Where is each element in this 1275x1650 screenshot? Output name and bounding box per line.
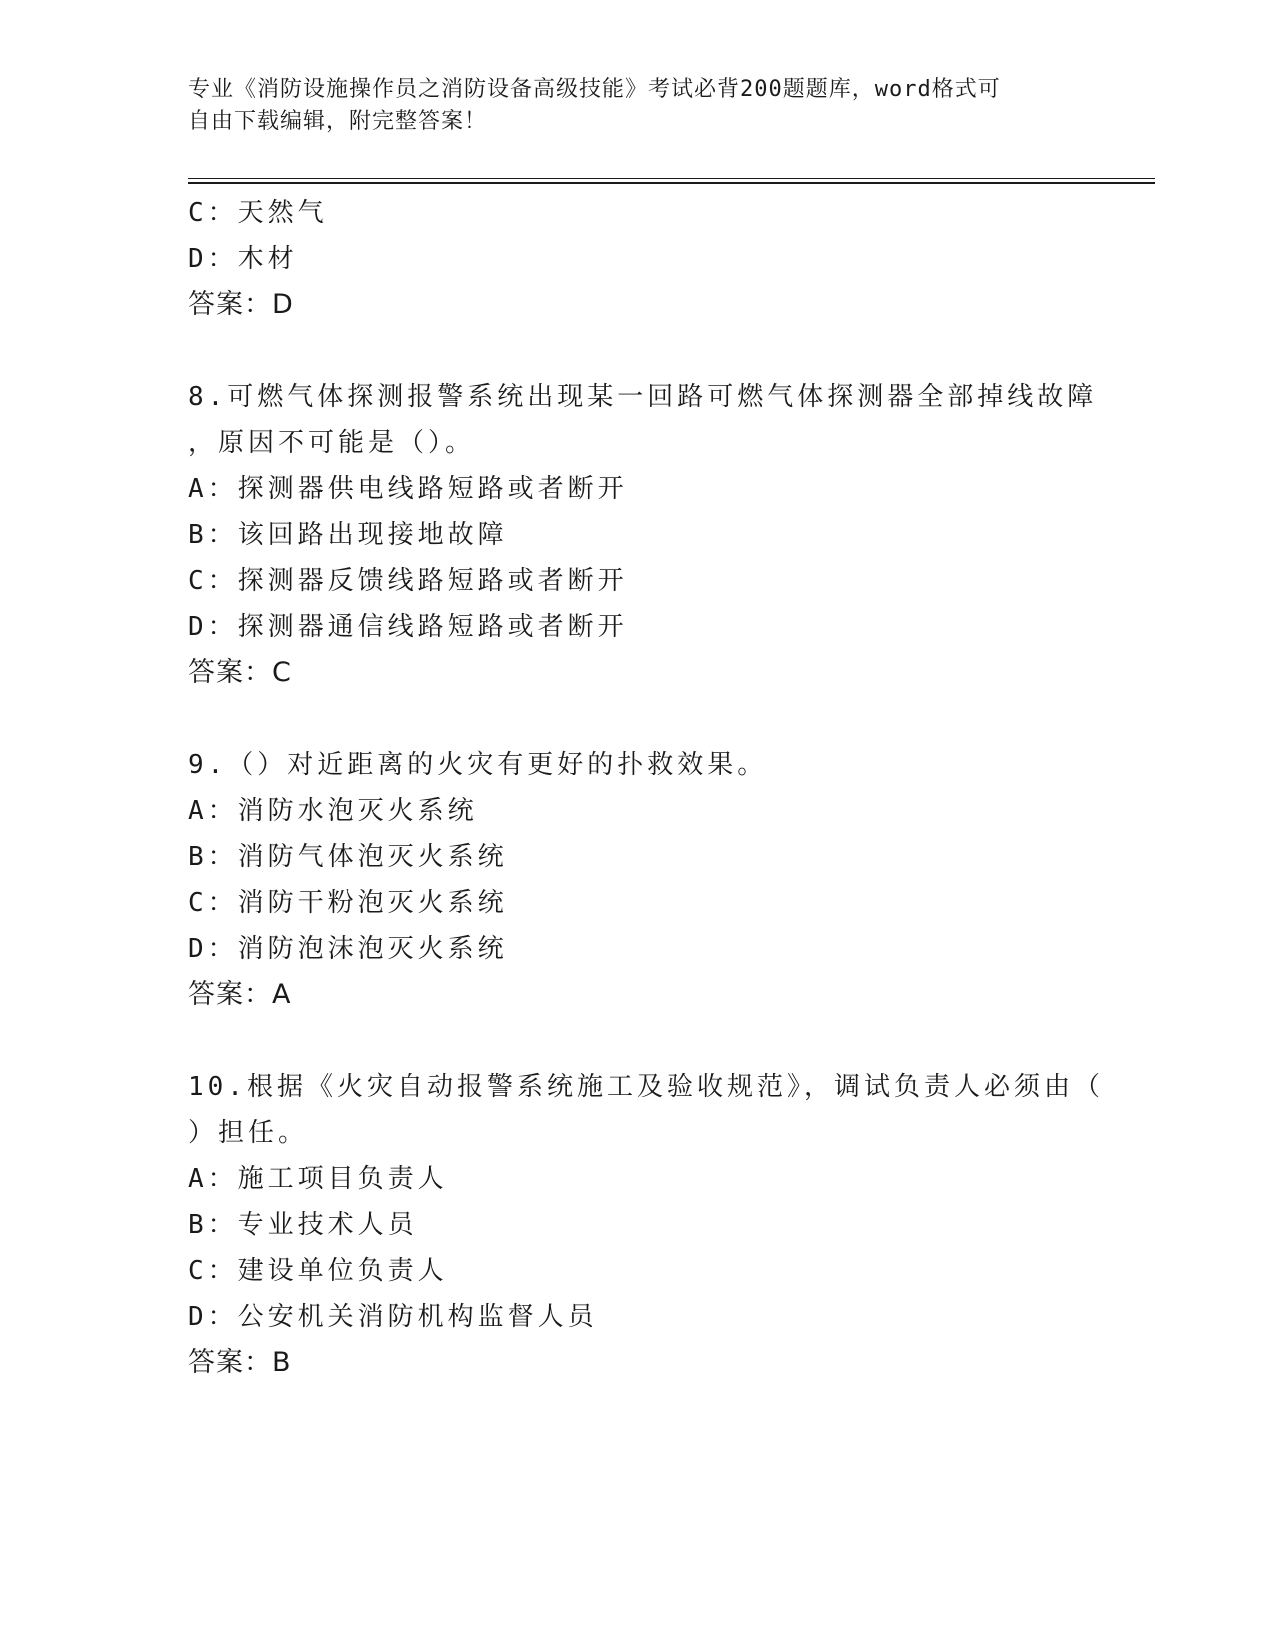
question-list — [188, 190, 1108, 1386]
option-c: C：天然气 — [188, 198, 328, 228]
question-7-tail — [188, 190, 1108, 328]
option-a: A：探测器供电线路短路或者断开 — [188, 474, 628, 504]
header-line-2: 自由下载编辑，附完整答案！ — [188, 109, 488, 134]
question-stem: ，原因不可能是（）。 — [188, 428, 476, 458]
option-c: C：消防干粉泡灭火系统 — [188, 888, 508, 918]
answer: 答案：B — [188, 1347, 292, 1378]
question-stem: ）担任。 — [188, 1118, 309, 1148]
question-10 — [188, 1064, 1108, 1386]
answer: 答案：A — [188, 979, 292, 1010]
option-b: B：专业技术人员 — [188, 1210, 418, 1240]
question-stem: 10.根据《火灾自动报警系统施工及验收规范》，调试负责人必须由（ — [188, 1072, 1104, 1102]
option-c: C：探测器反馈线路短路或者断开 — [188, 566, 628, 596]
question-8 — [188, 374, 1108, 696]
option-a: A：施工项目负责人 — [188, 1164, 448, 1194]
option-d: D：探测器通信线路短路或者断开 — [188, 612, 628, 642]
question-9 — [188, 742, 1108, 1018]
question-stem: 8.可燃气体探测报警系统出现某一回路可燃气体探测器全部掉线故障 — [188, 382, 1098, 412]
answer: 答案：D — [188, 289, 294, 320]
question-stem: 9.（）对近距离的火灾有更好的扑救效果。 — [188, 750, 768, 780]
option-a: A：消防水泡灭火系统 — [188, 796, 478, 826]
option-d: D：木材 — [188, 244, 298, 274]
option-c: C：建设单位负责人 — [188, 1256, 448, 1286]
option-b: B：该回路出现接地故障 — [188, 520, 508, 550]
option-d: D：消防泡沫泡灭火系统 — [188, 934, 508, 964]
header-divider-thick — [188, 182, 1155, 184]
option-d: D：公安机关消防机构监督人员 — [188, 1302, 598, 1332]
header-divider-thin — [188, 178, 1155, 179]
answer: 答案：C — [188, 657, 292, 688]
document-header — [188, 74, 1088, 138]
option-b: B：消防气体泡灭火系统 — [188, 842, 508, 872]
header-line-1: 专业《消防设施操作员之消防设备高级技能》考试必背200题题库，word格式可 — [188, 77, 1001, 102]
